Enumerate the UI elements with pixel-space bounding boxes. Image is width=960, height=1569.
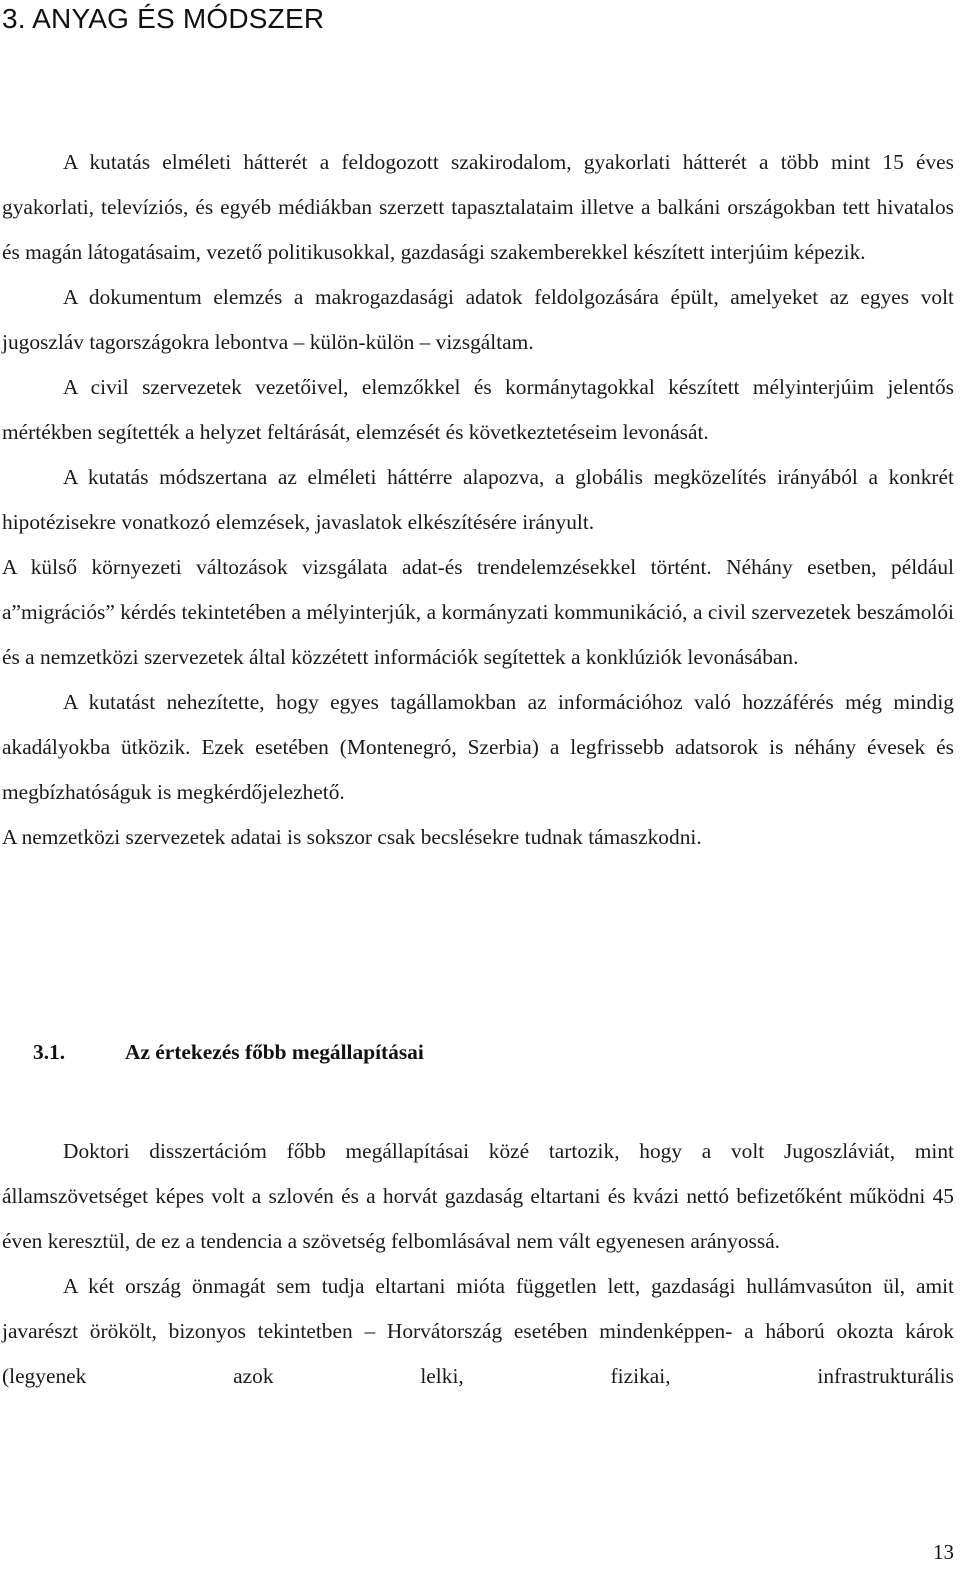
paragraph-methodology: A kutatás módszertana az elméleti háttérre alapozva, a globális megközelítés irányából a konkrét hipotézisekre vonatkozó elemzések, javaslatok elkészítésére irányult. — [2, 465, 954, 534]
subsection-title: Az értekezés főbb megállapításai — [125, 1040, 424, 1064]
subsection-heading — [33, 1040, 424, 1065]
paragraph-document-analysis: A dokumentum elemzés a makrogazdasági adatok feldolgozására épült, amelyeket az egyes volt jugoszláv tagországokra lebontva – külön-külön – vizsgáltam. — [2, 285, 954, 354]
paragraph-difficulties: A kutatást nehezítette, hogy egyes tagállamokban az információhoz való hozzáférés még mindig akadályokba ütközik. Ezek esetében (Montenegró, Szerbia) a legfrissebb adatsorok is néhány évesek és megbízhatóságuk is megkérdőjelezhető. — [2, 690, 954, 804]
subsection-number: 3.1. — [33, 1040, 66, 1064]
paragraph-interviews: A civil szervezetek vezetőivel, elemzőkkel és kormánytagokkal készített mélyinterjúim jelentős mértékben segítették a helyzet feltárását, elemzését és következtetéseim levonását. — [2, 375, 954, 444]
paragraph-external-changes: A külső környezeti változások vizsgálata adat-és trendelemzésekkel történt. Néhány esetben, például a”migrációs” kérdés tekintetében a mélyinterjúk, a kormányzati kommunikáció, a civil szervezetek beszámolói és a nemzetközi szervezetek által közzétett információk segítettek a konklúziók levonásában. — [2, 555, 954, 669]
paragraph-two-countries: A két ország önmagát sem tudja eltartani mióta független lett, gazdasági hullámvasúton ül, amit javarészt örökölt, bizonyos tekintetben – Horvátország esetében mindenképpen- a háború okozta károk (legyenek azok lelki, fizikai, infrastrukturális — [2, 1274, 954, 1388]
paragraph-research-background: A kutatás elméleti hátterét a feldogozott szakirodalom, gyakorlati hátterét a több mint 15 éves gyakorlati, televíziós, és egyéb médiákban szerzett tapasztalataim illetve a balkáni országokban tett hivatalos és magán látogatásaim, vezető politikusokkal, gazdasági szakemberekkel készített interjúim képezik. — [2, 150, 954, 264]
subsection-body — [2, 1129, 954, 1399]
section-heading: 3. ANYAG ÉS MÓDSZER — [2, 3, 325, 34]
paragraph-international-data: A nemzetközi szervezetek adatai is sokszor csak becslésekre tudnak támaszkodni. — [2, 825, 702, 849]
paragraph-main-findings: Doktori disszertációm főbb megállapításai közé tartozik, hogy a volt Jugoszláviát, mint államszövetséget képes volt a szlovén és a horvát gazdaság eltartani és kvázi nettó befizetőként működni 45 éven keresztül, de ez a tendencia a szövetség felbomlásával nem vált egyenesen arányossá. — [2, 1139, 954, 1253]
section-body — [2, 140, 954, 860]
page-number: 13 — [933, 1540, 954, 1564]
